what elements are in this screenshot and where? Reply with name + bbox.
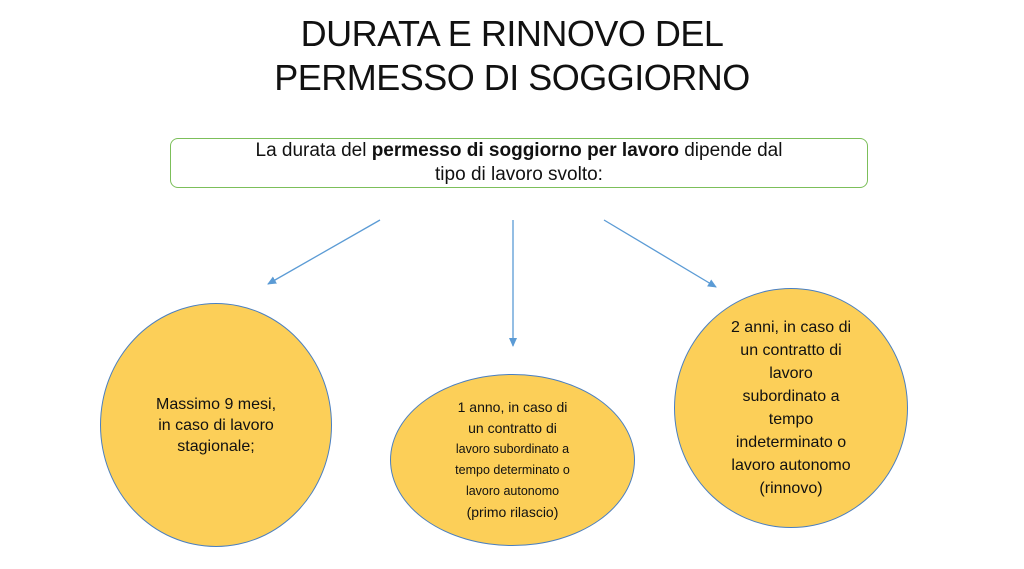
intro-text-bold: permesso di soggiorno per lavoro [371, 140, 679, 161]
node-right-line-4: subordinato a [742, 388, 840, 405]
title-line-1: DURATA E RINNOVO DEL [300, 13, 724, 54]
node-middle-line-3: lavoro subordinato a [455, 442, 570, 456]
node-right-circle [674, 288, 908, 528]
node-middle-circle [390, 374, 635, 546]
title-line-2: PERMESSO DI SOGGIORNO [274, 57, 750, 98]
node-left-line-3: stagionale; [177, 437, 255, 455]
node-right-line-3: lavoro [769, 365, 813, 382]
node-right-line-1: 2 anni, in caso di [730, 319, 852, 336]
node-right-line-8: (rinnovo) [759, 480, 823, 497]
intro-text-pre: La durata del [255, 140, 372, 161]
node-middle-line-5: lavoro autonomo [465, 484, 560, 498]
node-left-line-2: in caso di lavoro [158, 416, 274, 434]
node-middle-line-1: 1 anno, in caso di [457, 399, 568, 415]
node-middle-line-6: (primo rilascio) [466, 504, 559, 520]
node-right-line-7: lavoro autonomo [731, 457, 851, 474]
intro-line-2: tipo di lavoro svolto: [435, 164, 603, 185]
node-right-line-6: indeterminato o [735, 434, 847, 451]
intro-text-post: dipende dal [678, 140, 783, 161]
arrow-right [604, 220, 716, 287]
node-left-circle [100, 303, 332, 547]
node-right-line-2: un contratto di [740, 342, 842, 359]
arrow-left [268, 220, 380, 284]
node-middle-line-4: tempo determinato o [455, 463, 570, 477]
node-left-line-1: Massimo 9 mesi, [155, 395, 277, 413]
node-middle-line-2: un contratto di [468, 420, 557, 436]
node-right-line-5: tempo [768, 411, 814, 428]
